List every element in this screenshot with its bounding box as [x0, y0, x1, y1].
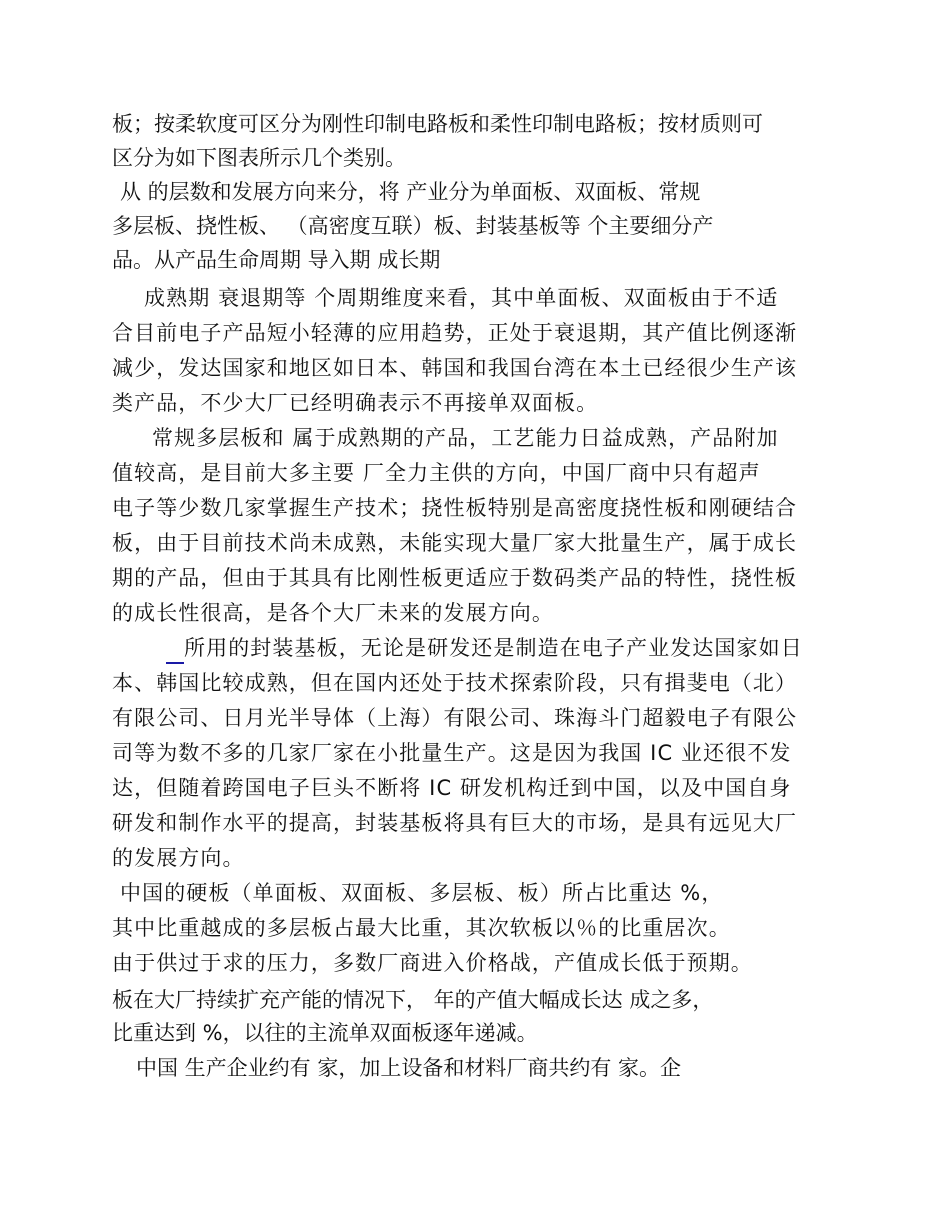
- text-line: 的发展方向。: [112, 846, 245, 870]
- text-line: 板，由于目前技术尚未成熟，未能实现大量厂家大批量生产，属于成长: [112, 531, 798, 555]
- text-line: 板在大厂持续扩充产能的情况下， 年的产值大幅成长达 成之多，: [112, 988, 714, 1012]
- text-line: 比重达到 %，以往的主流单双面板逐年递减。: [112, 1021, 538, 1045]
- text-line: 达，但随着跨国电子巨头不断将 IC 研发机构迁到中国，以及中国自身: [112, 776, 792, 800]
- text-line: 的成长性很高，是各个大厂未来的发展方向。: [112, 601, 554, 625]
- text-line: 品。从产品生命周期 导入期 成长期: [112, 248, 441, 272]
- text-line: 值较高，是目前大多主要 厂全力主供的方向，中国厂商中只有超声: [112, 461, 761, 485]
- text-line: 所用的封装基板，无论是研发还是制造在电子产业发达国家如日: [184, 636, 803, 660]
- text-line: 常规多层板和 属于成熟期的产品，工艺能力日益成熟，产品附加: [152, 426, 779, 450]
- text-line: 电子等少数几家掌握生产技术；挠性板特别是高密度挠性板和刚硬结合: [112, 496, 798, 520]
- text-line: 中国的硬板（单面板、双面板、多层板、板）所占比重达 %，: [120, 881, 724, 905]
- underline-mark: [166, 662, 184, 664]
- text-line: 成熟期 衰退期等 个周期维度来看，其中单面板、双面板由于不适: [144, 286, 779, 310]
- text-line: 减少，发达国家和地区如日本、韩国和我国台湾在本土已经很少生产该: [112, 356, 798, 380]
- text-line: 本、韩国比较成熟，但在国内还处于技术探索阶段，只有揖斐电（北）: [112, 671, 798, 695]
- text-line: 多层板、挠性板、 （高密度互联）板、封装基板等 个主要细分产: [112, 214, 714, 238]
- text-line: 由于供过于求的压力，多数厂商进入价格战，产值成长低于预期。: [112, 951, 753, 975]
- text-line: 中国 生产企业约有 家，加上设备和材料厂商共约有 家。企: [136, 1056, 682, 1080]
- text-line: 期的产品，但由于其具有比刚性板更适应于数码类产品的特性，挠性板: [112, 566, 798, 590]
- text-line: 板；按柔软度可区分为刚性印制电路板和柔性印制电路板；按材质则可: [112, 112, 763, 136]
- text-line: 研发和制作水平的提高，封装基板将具有巨大的市场，是具有远见大厂: [112, 811, 798, 835]
- text-line: 其中比重越成的多层板占最大比重，其次软板以％的比重居次。: [112, 916, 731, 940]
- text-line: 类产品，不少大厂已经明确表示不再接单双面板。: [112, 391, 599, 415]
- text-line: 区分为如下图表所示几个类别。: [112, 146, 406, 170]
- text-line: 合目前电子产品短小轻薄的应用趋势，正处于衰退期，其产值比例逐渐: [112, 321, 798, 345]
- text-line: 有限公司、日月光半导体（上海）有限公司、珠海斗门超毅电子有限公: [112, 706, 798, 730]
- text-line: 从 的层数和发展方向来分，将 产业分为单面板、双面板、常规: [120, 180, 701, 204]
- text-line: 司等为数不多的几家厂家在小批量生产。这是因为我国 IC 业还很不发: [112, 741, 792, 765]
